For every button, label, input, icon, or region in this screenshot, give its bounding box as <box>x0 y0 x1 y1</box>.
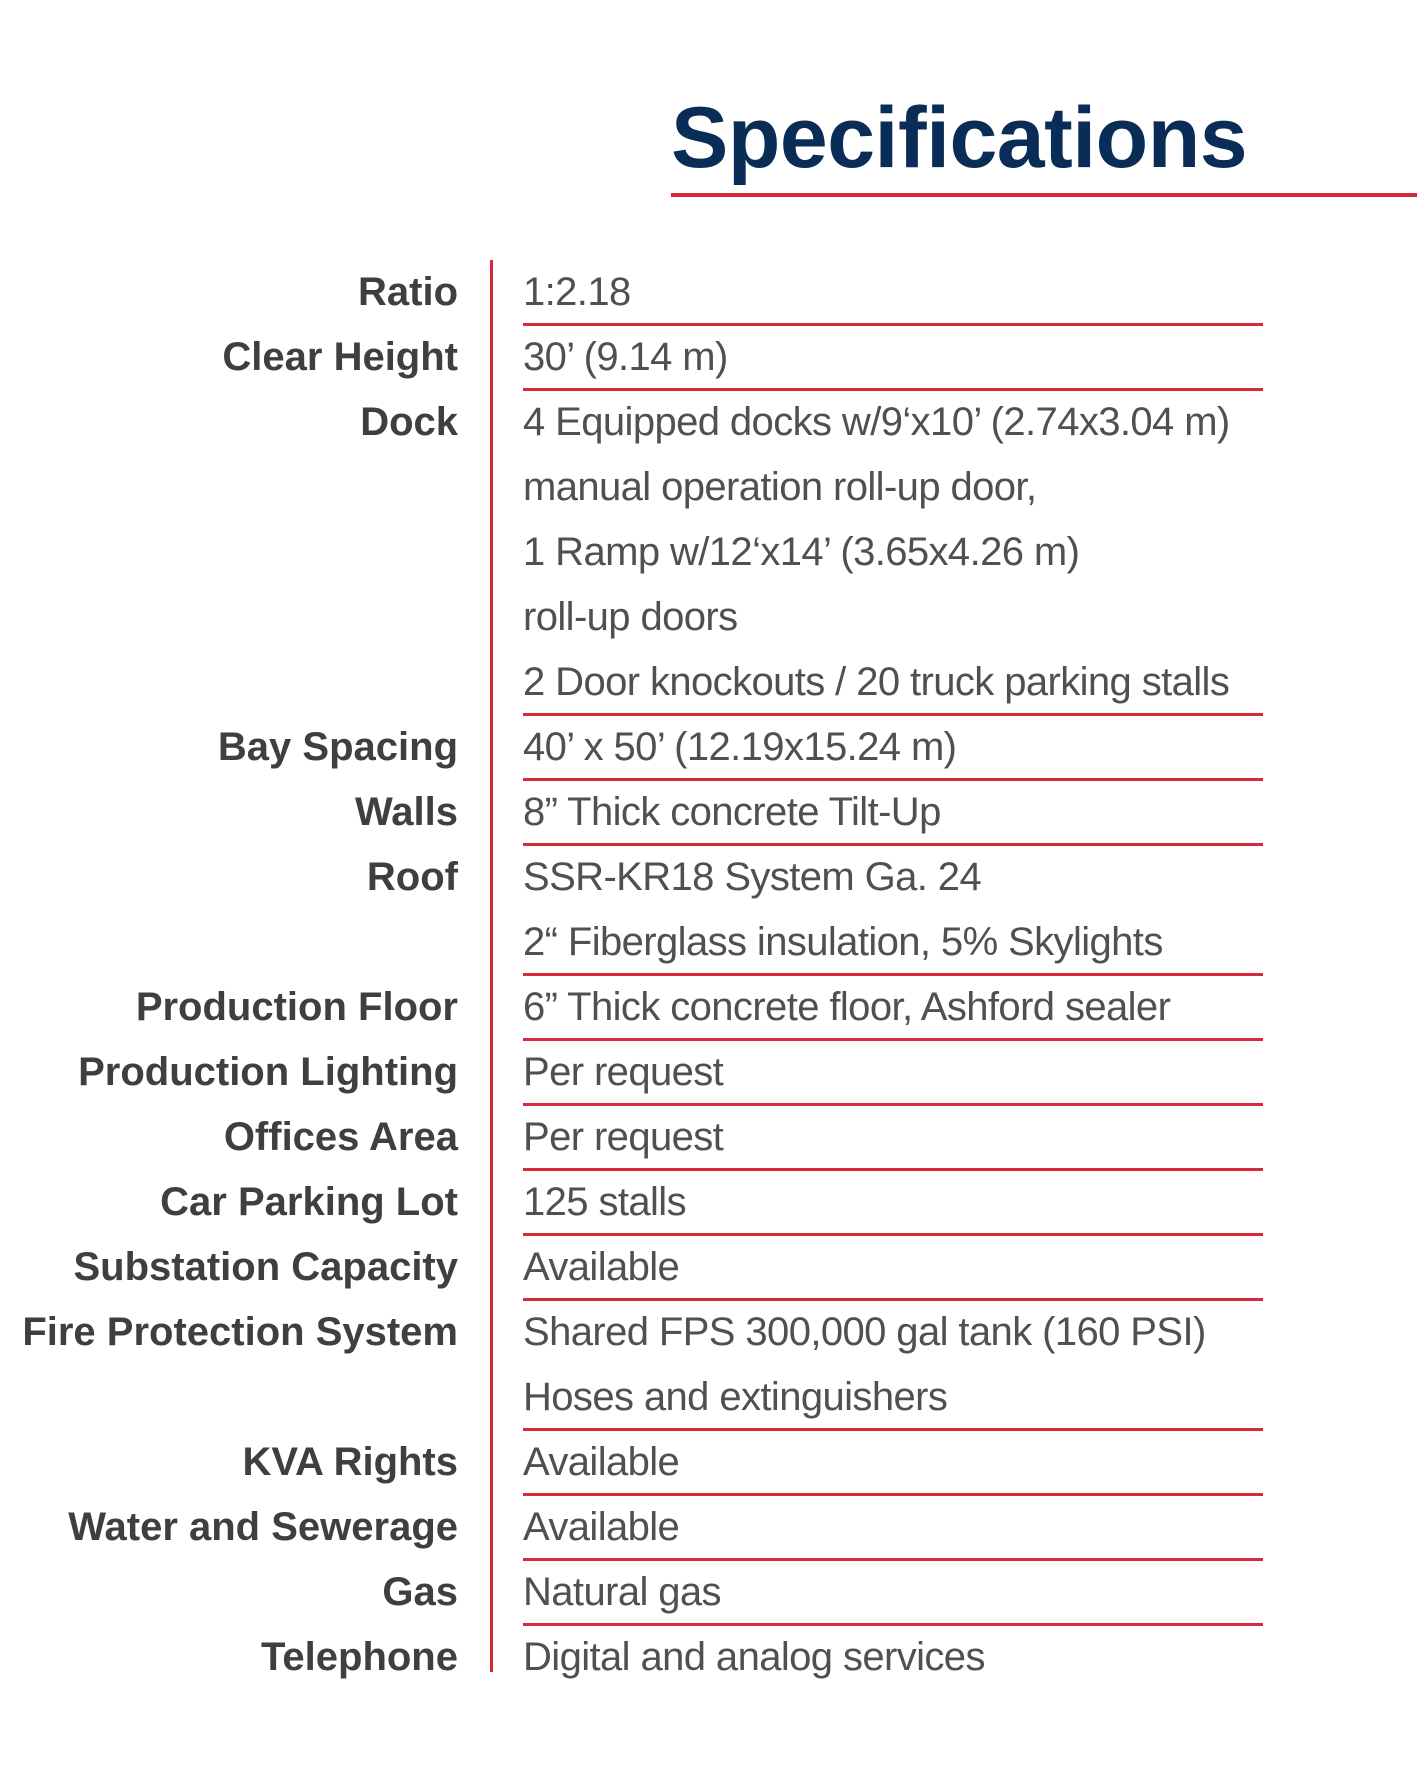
spec-label: Offices Area <box>223 1115 458 1159</box>
spec-value-line: 1:2.18 <box>523 270 631 314</box>
spec-label: Water and Sewerage <box>68 1505 458 1549</box>
spec-value-line: Hoses and extinguishers <box>523 1375 948 1419</box>
spec-value <box>523 975 1263 1040</box>
spec-value-line: 2 Door knockouts / 20 truck parking stalls <box>523 660 1230 704</box>
spec-value-line: Natural gas <box>523 1570 721 1614</box>
spec-value-line: Available <box>523 1440 680 1484</box>
spec-value <box>523 1235 1263 1300</box>
spec-value <box>523 1105 1263 1170</box>
column-divider <box>490 260 493 1672</box>
spec-label: Production Lighting <box>78 1050 458 1094</box>
spec-value <box>523 1560 1263 1625</box>
spec-value-line: Available <box>523 1245 680 1289</box>
spec-value-line: 8” Thick concrete Tilt-Up <box>523 790 941 834</box>
spec-value-line: SSR-KR18 System Ga. 24 <box>523 855 982 899</box>
spec-label: KVA Rights <box>242 1440 458 1484</box>
spec-value <box>523 1300 1263 1430</box>
spec-label: Telephone <box>260 1635 458 1679</box>
spec-value <box>523 780 1263 845</box>
spec-label: Dock <box>360 400 458 444</box>
spec-label: Bay Spacing <box>217 725 458 769</box>
spec-value <box>523 1495 1263 1560</box>
spec-value <box>523 715 1263 780</box>
spec-label: Roof <box>366 855 458 899</box>
spec-value-line: Available <box>523 1505 680 1549</box>
spec-value-line: 2“ Fiberglass insulation, 5% Skylights <box>523 920 1163 964</box>
spec-label: Gas <box>382 1570 458 1614</box>
spec-value <box>523 1625 1263 1690</box>
spec-value <box>523 1430 1263 1495</box>
spec-value <box>523 325 1263 390</box>
spec-value <box>523 845 1263 975</box>
spec-value-line: 1 Ramp w/12‘x14’ (3.65x4.26 m) <box>523 530 1080 574</box>
spec-label: Fire Protection System <box>22 1310 458 1354</box>
page-title: Specifications <box>671 90 1248 186</box>
spec-value-line: 6” Thick concrete floor, Ashford sealer <box>523 985 1171 1029</box>
spec-value-line: roll-up doors <box>523 595 738 639</box>
spec-value-line: Per request <box>523 1050 724 1094</box>
spec-value-line: 30’ (9.14 m) <box>523 335 728 379</box>
spec-label: Substation Capacity <box>73 1245 458 1289</box>
spec-value-line: 4 Equipped docks w/9‘x10’ (2.74x3.04 m) <box>523 400 1230 444</box>
title-underline <box>671 193 1417 197</box>
spec-value <box>523 1040 1263 1105</box>
spec-label: Car Parking Lot <box>160 1180 458 1224</box>
spec-value-line: Shared FPS 300,000 gal tank (160 PSI) <box>523 1310 1206 1354</box>
spec-label: Ratio <box>358 270 458 314</box>
spec-value <box>523 1170 1263 1235</box>
spec-label: Clear Height <box>222 335 458 379</box>
spec-value <box>523 390 1263 715</box>
spec-value-line: 125 stalls <box>523 1180 686 1224</box>
spec-value-line: 40’ x 50’ (12.19x15.24 m) <box>523 725 957 769</box>
spec-label: Walls <box>355 790 458 834</box>
spec-value-line: Per request <box>523 1115 724 1159</box>
spec-value <box>523 260 1263 325</box>
spec-label: Production Floor <box>135 985 458 1029</box>
spec-value-line: Digital and analog services <box>523 1635 985 1679</box>
spec-value-line: manual operation roll-up door, <box>523 465 1037 509</box>
